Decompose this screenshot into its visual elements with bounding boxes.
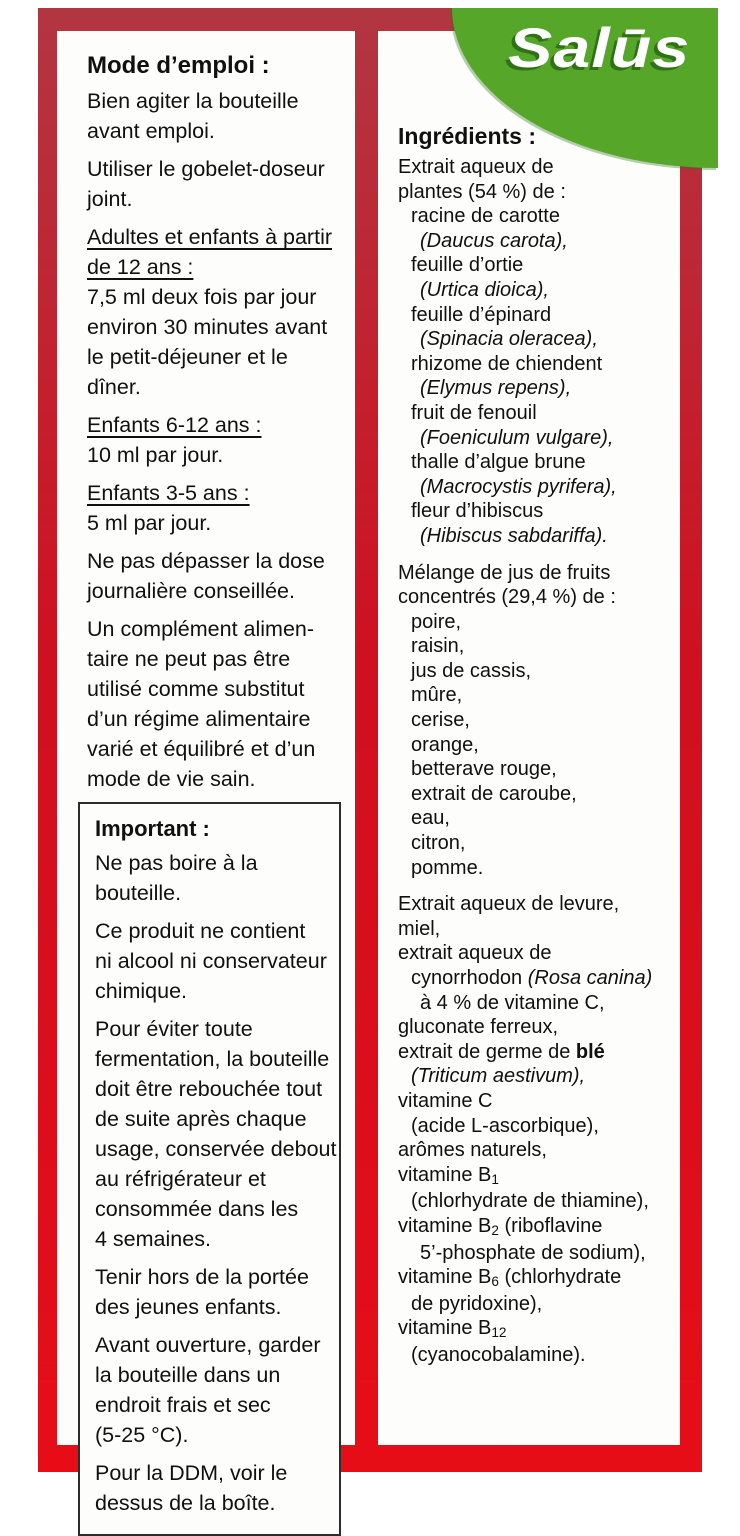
text-line: jus de cassis, (411, 659, 532, 682)
important-text (95, 848, 335, 1518)
text-line: Bien agiter la bouteille (87, 89, 299, 113)
text-line: miel, (398, 917, 441, 940)
paragraph (398, 561, 676, 881)
text-line: vitamine B12 (398, 1317, 507, 1341)
text-line: bouteille. (95, 881, 182, 905)
ingredients-heading: Ingrédients : (398, 123, 537, 149)
text-line: Ne pas boire à la (95, 851, 258, 875)
ingredients-panel (378, 31, 680, 1445)
text-line: extrait aqueux de (398, 942, 552, 965)
text-line: ni alcool ni conservateur (95, 949, 327, 973)
paragraph (87, 410, 349, 470)
text-line: Ne pas dépasser la dose (87, 549, 325, 573)
text-line: de suite après chaque (95, 1107, 307, 1131)
usage-heading: Mode d’emploi : (87, 52, 270, 79)
text-line: de 12 ans : (87, 255, 194, 279)
text-line: 5 ml par jour. (87, 511, 212, 535)
text-line: Pour la DDM, voir le (95, 1461, 288, 1485)
text-line: (Urtica dioica), (420, 278, 549, 301)
text-line: fermentation, la bouteille (95, 1047, 330, 1071)
text-line: feuille d’épinard (411, 303, 552, 326)
text-line: (acide L-ascorbique), (411, 1114, 599, 1137)
text-line: avant emploi. (87, 119, 215, 143)
text-line: eau, (411, 807, 450, 830)
text-line: 10 ml par jour. (87, 443, 224, 467)
text-line: (5-25 °C). (95, 1423, 189, 1447)
text-line: Pour éviter toute (95, 1017, 253, 1041)
usage-panel (57, 31, 355, 1515)
text-line: des jeunes enfants. (95, 1295, 282, 1319)
text-line: au réfrigérateur et (95, 1167, 266, 1191)
paragraph (95, 1330, 335, 1450)
paragraph (87, 478, 349, 538)
text-line: utilisé comme substitut (87, 677, 305, 701)
important-heading: Important : (95, 816, 210, 841)
text-line: plantes (54 %) de : (398, 180, 566, 203)
salus-logo: Salūs (507, 16, 690, 79)
paragraph (95, 916, 335, 1006)
text-line: (chlorhydrate de thiamine), (411, 1190, 649, 1213)
text-line: Un complément alimen- (87, 617, 315, 641)
text-line: (Spinacia oleracea), (420, 328, 598, 351)
paragraph (87, 86, 349, 146)
text-line: citron, (411, 832, 466, 855)
text-line: gluconate ferreux, (398, 1016, 559, 1039)
text-line: la bouteille dans un (95, 1363, 281, 1387)
text-line: Extrait aqueux de (398, 156, 554, 178)
text-line: betterave rouge, (411, 758, 557, 781)
text-line: Utiliser le gobelet-doseur (87, 157, 325, 181)
text-line: 4 semaines. (95, 1227, 211, 1251)
text-line: consommée dans les (95, 1197, 299, 1221)
text-line: joint. (87, 187, 133, 211)
text-line: varié et équilibré et d’un (87, 737, 316, 761)
text-line: Mélange de jus de fruits (398, 561, 611, 584)
text-line: raisin, (411, 635, 465, 658)
text-line: Tenir hors de la portée (95, 1265, 309, 1289)
text-line: Adultes et enfants à partir (87, 225, 333, 249)
text-line: racine de carotte (411, 205, 560, 228)
usage-text (87, 86, 349, 794)
text-line: Enfants 6-12 ans : (87, 413, 262, 437)
text-line: fruit de fenouil (411, 401, 537, 424)
text-line: (Macrocystis pyrifera), (420, 475, 617, 498)
text-line: extrait de germe de blé (398, 1040, 605, 1063)
text-line: thalle d’algue brune (411, 451, 586, 474)
important-box (78, 802, 341, 1536)
text-line: mode de vie sain. (87, 767, 256, 791)
text-line: arômes naturels, (398, 1139, 547, 1162)
text-line: pomme. (411, 856, 484, 879)
text-line: (cyanocobalamine). (411, 1343, 586, 1366)
text-line: mûre, (411, 684, 463, 707)
text-line: poire, (411, 610, 462, 633)
text-line: taire ne peut pas être (87, 647, 291, 671)
text-line: (Foeniculum vulgare), (420, 426, 614, 449)
text-line: concentrés (29,4 %) de : (398, 586, 616, 609)
text-line: environ 30 minutes avant (87, 315, 328, 339)
text-line: journalière conseillée. (87, 579, 295, 603)
text-line: cynorrhodon (Rosa canina) (411, 967, 653, 989)
text-line: de pyridoxine), (411, 1292, 543, 1315)
text-line: extrait de caroube, (411, 782, 577, 805)
text-line: Avant ouverture, garder (95, 1333, 321, 1357)
paragraph (87, 222, 349, 402)
text-line: endroit frais et sec (95, 1393, 271, 1417)
paragraph (87, 546, 349, 606)
text-line: Enfants 3-5 ans : (87, 481, 250, 505)
text-line: vitamine B1 (398, 1163, 499, 1187)
text-line: 5’-phosphate de sodium), (420, 1241, 646, 1264)
text-line: chimique. (95, 979, 188, 1003)
ingredients-text (398, 155, 676, 1368)
paragraph (87, 154, 349, 214)
paragraph (95, 1014, 335, 1254)
text-line: orange, (411, 733, 479, 756)
paragraph (95, 1458, 335, 1518)
paragraph (95, 1262, 335, 1322)
text-line: dîner. (87, 375, 141, 399)
text-line: (Triticum aestivum), (411, 1065, 586, 1088)
text-line: usage, conservée debout (95, 1137, 337, 1161)
text-line: dessus de la boîte. (95, 1491, 276, 1515)
paragraph (398, 892, 676, 1367)
text-line: cerise, (411, 709, 470, 732)
text-line: le petit-déjeuner et le (87, 345, 288, 369)
text-line: fleur d’hibiscus (411, 500, 544, 523)
text-line: vitamine C (398, 1089, 493, 1112)
paragraph (87, 614, 349, 794)
text-line: Ce produit ne contient (95, 919, 306, 943)
text-line: (Elymus repens), (420, 377, 572, 400)
text-line: feuille d’ortie (411, 254, 524, 277)
paragraph (398, 155, 676, 549)
text-line: vitamine B6 (chlorhydrate (398, 1266, 622, 1290)
text-line: à 4 % de vitamine C, (420, 991, 605, 1014)
text-line: 7,5 ml deux fois par jour (87, 285, 317, 309)
text-line: d’un régime alimentaire (87, 707, 311, 731)
text-line: (Hibiscus sabdariffa). (420, 524, 608, 547)
paragraph (95, 848, 335, 908)
text-line: rhizome de chiendent (411, 352, 603, 375)
text-line: (Daucus carota), (420, 229, 568, 252)
text-line: vitamine B2 (riboflavine (398, 1214, 603, 1238)
text-line: Extrait aqueux de levure, (398, 893, 620, 916)
text-line: doit être rebouchée tout (95, 1077, 323, 1101)
